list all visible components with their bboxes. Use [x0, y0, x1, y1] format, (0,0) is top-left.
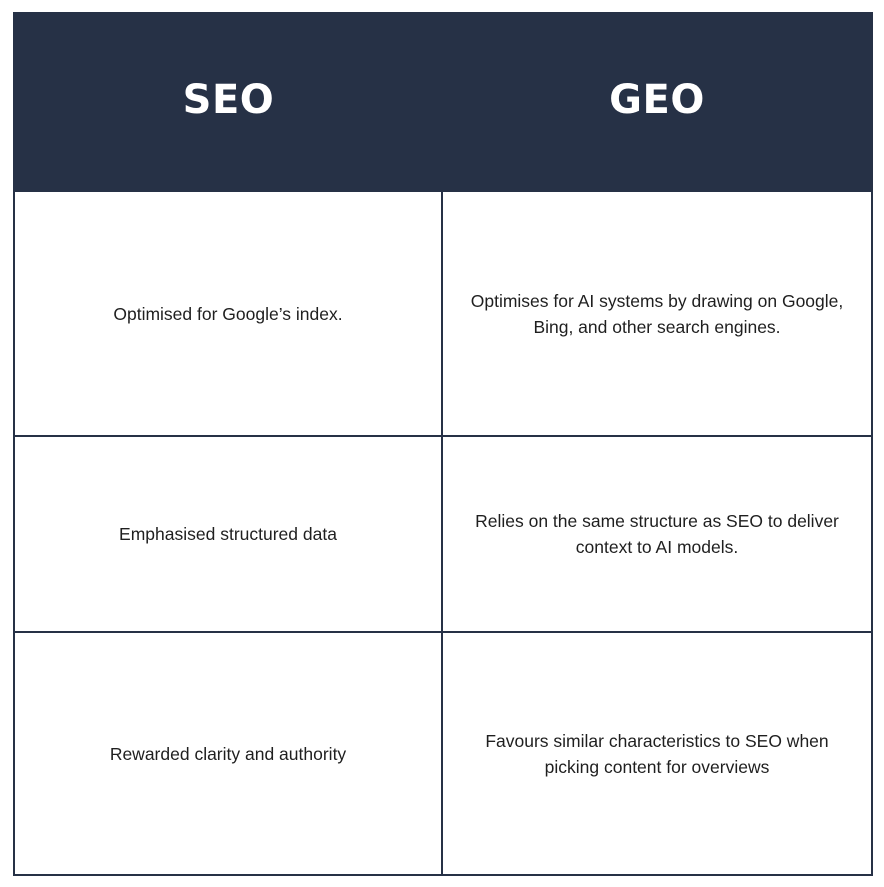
- table-cell-seo-row-3: [15, 631, 443, 874]
- table-cell-seo-row-2: [15, 435, 443, 631]
- table-cell-geo-row-3: [443, 631, 871, 874]
- comparison-table: [13, 12, 873, 876]
- table-cell-geo-row-2: [443, 435, 871, 631]
- cell-text: Emphasised structured data: [119, 524, 337, 544]
- cell-text: Rewarded clarity and authority: [109, 743, 347, 764]
- column-header-seo: SEO: [15, 14, 443, 190]
- cell-text: Optimised for Google’s index.: [113, 303, 343, 324]
- cell-text: Optimises for AI systems by drawing on Google, Bing, and other search engines.: [470, 290, 844, 337]
- cell-text: Relies on the same structure as SEO to deliver context to AI models.: [475, 511, 839, 557]
- column-header-geo: GEO: [443, 14, 871, 190]
- table-cell-seo-row-1: [15, 190, 443, 435]
- table-cell-geo-row-1: [443, 190, 871, 435]
- cell-text: Favours similar characteristics to SEO when picking content for overviews: [485, 730, 829, 777]
